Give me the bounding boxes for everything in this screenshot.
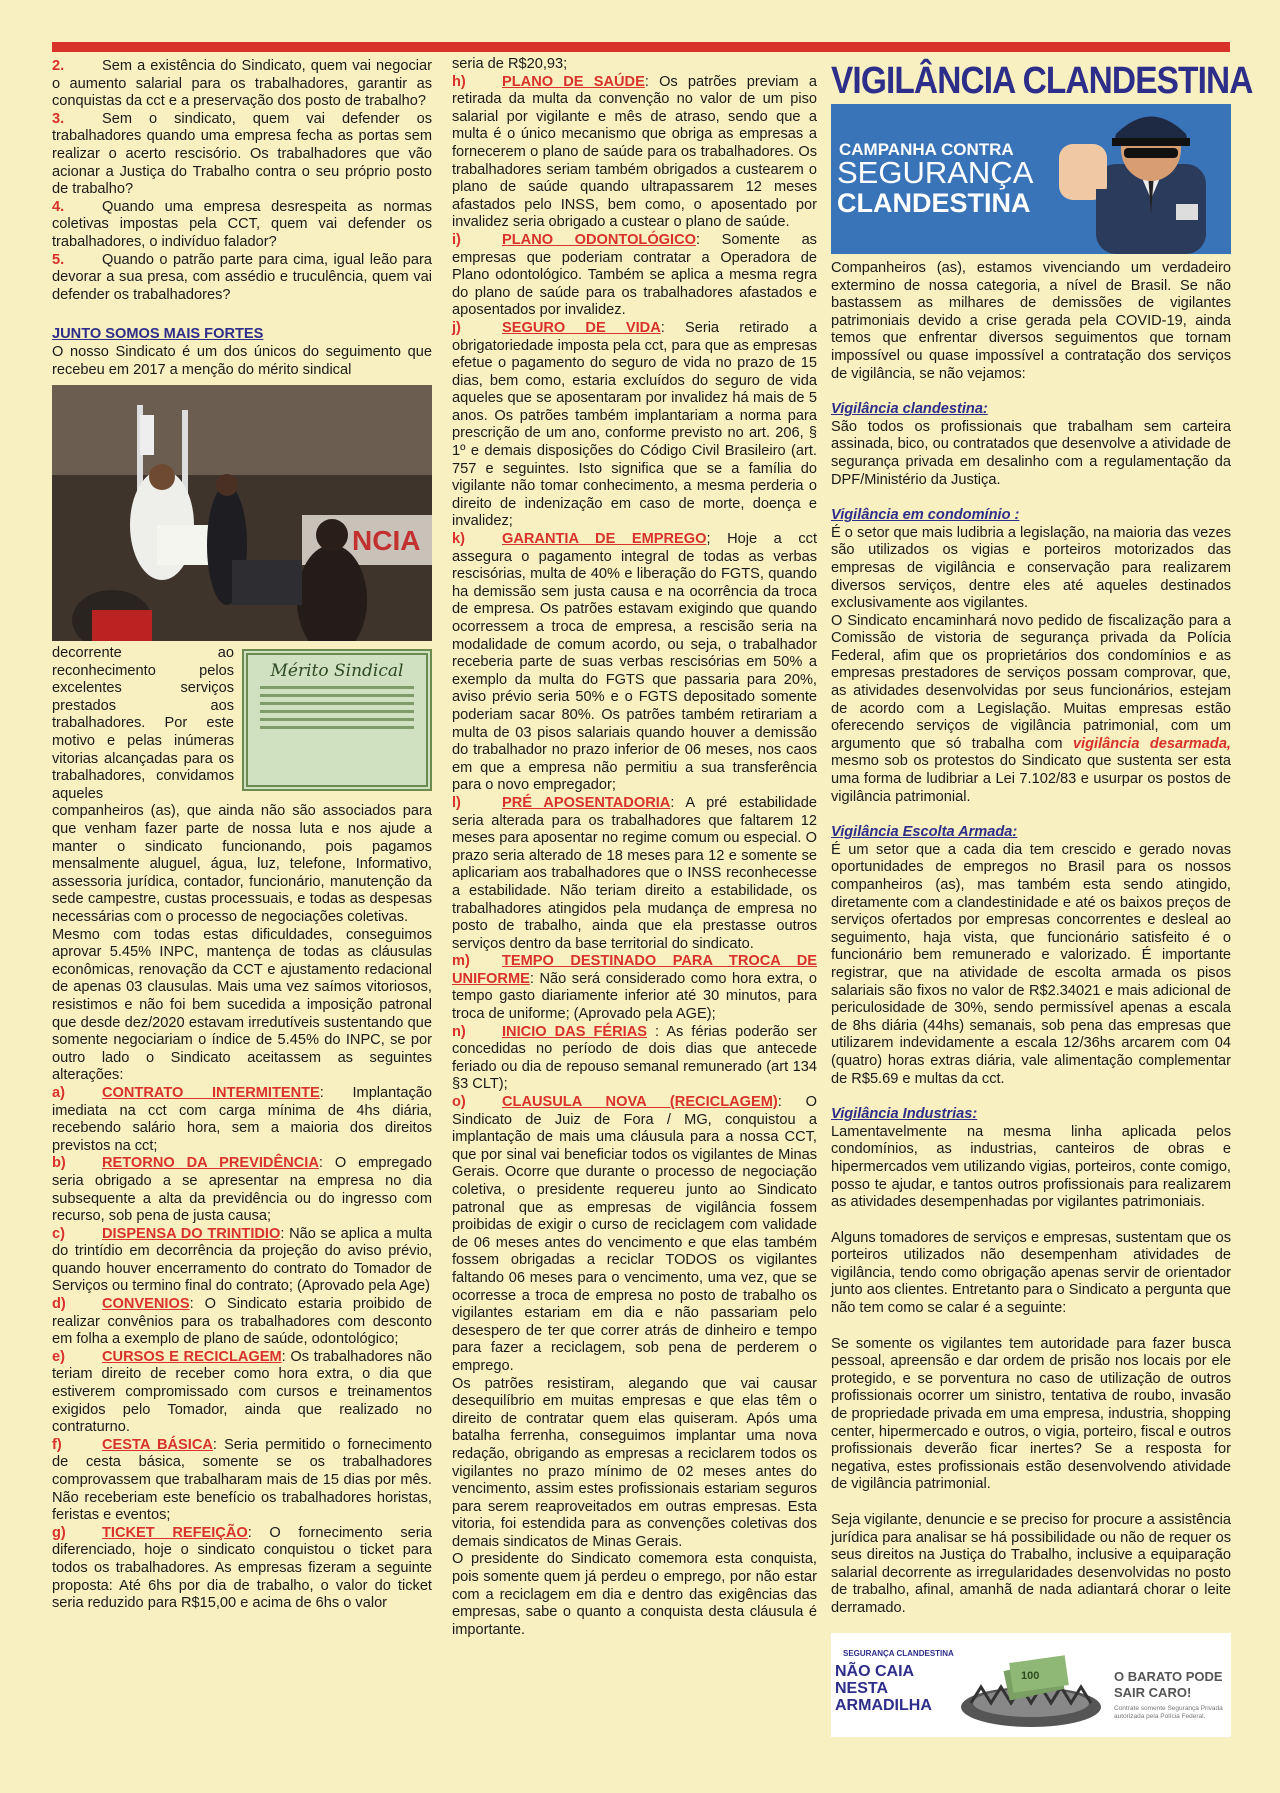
question-2: 2. Sem a existência do Sindicato, quem vai negociar o aumento salarial para os trabalhadores, garantir as conquistas da cct e a preservação dos posto de trabalho? (52, 58, 432, 110)
paragraph-denuncie: Seja vigilante, denuncie e se preciso for procure a assistência jurídica para analisar se há possibilidade ou não de requer os seus direitos na Justiça do Trabalho, inclusive a equiparação salarial decorrente as irregularidades desenvolvidas no posto de trabalho, afinal, amanhã de nada adiantará chorar o leite derramado. (831, 1512, 1231, 1616)
paragraph-fiscalizacao: O Sindicato encaminhará novo pedido de fiscalização para a Comissão de vistoria de segurança privada da Polícia Federal, afim que os proprietários dos condomínios e as empresas prestadores de serviços possam comprovar, que, as atividades desenvolvidas por seus funcionários, estejam de acordo com a Legislação. Muitas empresas estão oferecendo serviços de vigilância patrimonial, com um argumento que só trabalha com vigilância desarmada, mesmo sob os protestos do Sindicato que sustenta ser esta uma forma de ludibriar a Lei 7.102/83 e usurpar os postos de vigilância patrimonial. (831, 612, 1231, 805)
banner-line-3: CLANDESTINA (837, 188, 1031, 218)
banner-line-2: SEGURANÇA (837, 155, 1034, 190)
subtitle-escolta: Vigilância Escolta Armada: (831, 824, 1018, 841)
president-paragraph: O presidente do Sindicato comemora esta conquista, pois somente quem já perdeu o emprego, por não estar com a reciclagem em dia e dentro das exigências das empresas, sabe o quanto a conquista desta cláusula é importante. (452, 1551, 817, 1638)
merit-certificate-image (242, 649, 432, 791)
question-5: 5. Quando o patrão parte para cima, igual leão para devorar a sua presa, com assédio e truculência, quem vai defender os trabalhadores? (52, 251, 432, 303)
resistance-paragraph: Os patrões resistiram, alegando que vai causar desequilíbrio em muitas empresas e que elas têm o direito de contratar quem elas quiseram. Após uma batalha ferrenha, conseguimos implantar uma nova redação, obrigando as empresas a reciclarem todos os vigilantes no prazo mínimo de 02 meses antes do vencimento, assim estes profissionais estariam seguros para serem reaproveitados em outras empresas. Esta vitoria, foi estendida para as convenções coletivas dos demais sindicatos de Minas Gerais. (452, 1375, 817, 1550)
svg-text:100: 100 (1021, 1670, 1040, 1682)
clandestine-security-ad (831, 1633, 1231, 1737)
intro-paragraph: O nosso Sindicato é um dos únicos do seguimento que recebeu em 2017 a menção do mérito sindical (52, 343, 432, 378)
section-title: JUNTO SOMOS MAIS FORTES (52, 326, 264, 343)
question-3: 3. Sem o sindicato, quem vai defender os trabalhadores quando uma empresa fecha as portas sem realizar o acerto rescisório. Os trabalhadores que vão acionar a Justiça do Trabalho contra o seu próprio posto de trabalho? (52, 110, 432, 198)
top-red-bar (52, 42, 1230, 52)
clause-item: k) GARANTIA DE EMPREGO; Hoje a cct assegura o pagamento integral de todas as verbas rescisórias, multa de 40% e liberação do FGTS, quando ha demissão sem justa causa e na ocorrência da troca de empresa. Os patrões estavam exigindo que quando ocorressem a troca de empresa, a rescisão seria na modalidade de comum acordo, ou seja, o trabalhador receberia parte de suas verbas rescisórias em 50% a exemplo da multa do FGTS que passaria para 20%, aviso prévio seria 50% e o FGTS depositado somente poderiam sacar 80%. Os patrões também retirariam a multa de 03 pisos salariais quando houver a demissão do trabalhador no prazo inferior de 06 meses, nos caos em que a empresa não permitiu a sua transferência para o novo empregador; (452, 531, 818, 794)
clause-item: h) PLANO DE SAÚDE: Os patrões previam a retirada da multa da convenção no valor de um piso salarial por vigilante e mês de atraso, sendo que a multa é o único mecanismo que obriga as empresas a fornecerem o plano de saúde para os trabalhadores. Os trabalhadores seriam também obrigados a custearem o plano de saúde quando ultrapassarem 12 meses afastados pelo INSS, bem como, o aposentado por invalidez seria obrigado a custear o plano de saúde. (452, 73, 817, 231)
clause-item: i) PLANO ODONTOLÓGICO: Somente as empresas que poderiam contratar a Operadora de Plano odontológico. Também se aplica a mesma regra do plano de saúde para os trabalhadores afastados e aposentados por invalidez. (452, 231, 817, 319)
svg-text:NCIA: NCIA (352, 525, 421, 557)
results-paragraph: Mesmo com todas estas dificuldades, conseguimos aprovar 5.45% INPC, mantença de todas as cláusulas econômicas, renovação da CCT e ajustamento redacional de apenas 03 clausulas. Mais uma vez saímos vitoriosos, resistimos e não foi bem sucedida a imposição patronal que desde dez/2020 estavam irredutíveis sustentando que somente negociariam o índice de 5.45% do INPC, se por outro lado o Sindicato aceitassem as seguintes alterações: (52, 926, 432, 1084)
clause-item: d) CONVENIOS: O Sindicato estaria proibido de realizar convênios para os trabalhadores com desconto em folha a exemplo de plano de saúde, odontológico; (52, 1296, 432, 1348)
clause-item: b) RETORNO DA PREVIDÊNCIA: O empregado seria obrigado a se apresentar na empresa no dia subsequente a alta da previdência ou do ingresso com recurso, sob pena de justa causa; (52, 1155, 432, 1225)
ad-headline: NÃO CAIA NESTA ARMADILHA (835, 1663, 932, 1714)
paragraph-escolta: É um setor que a cada dia tem crescido e gerado novas oportunidades de empregos no Brasil para os nossos companheiros (as), mas também esta sendo atingido, diretamente com a clandestinidade e até os baixos preços de serviços ofertados por empresas concorrentes e desleal ao seguimento, haja vista, que funcionário satisfeito é o funcionário bem remunerado e valorizado. É importante registrar, que na atividade de escolta armada os pisos salariais são fixos no valor de R$2.34021 e mais adicional de periculosidade de 30%, sendo permissível apenas a escala de 8hs diária (44hs) semanais, sob pena das empresas que utilizarem indevidamente a escala 12/36hs arcarem com 04 (quatro) horas extras diária, vale alimentação complementar de R$5.69 e multas da cct. (831, 841, 1231, 1087)
award-photo (52, 385, 432, 641)
intro-paragraph-right: Companheiros (as), estamos vivenciando um verdadeiro extermino de nossa categoria, a nível de Brasil. Se não bastassem as milhares de demissões de vigilantes patrimoniais devido a crise gerada pela COVID-19, ainda temos que enfrentar diversos seguimentos que tornam impossível ou quase impossível a contratação dos serviços de vigilância, se não vejamos: (831, 260, 1231, 382)
paragraph-industrias: Lamentavelmente na mesma linha aplicada pelos condomínios, as industrias, canteiros de obras e hipermercados vem utilizando vigias, porteiros, conte comigo, posso te ajudar, e tantos outros profissionais para realizarem as atividades desempenhadas por vigilantes patrimoniais. (831, 1123, 1231, 1211)
column-right (831, 260, 1231, 1618)
security-guard-illustration (1056, 104, 1231, 254)
ad-fineprint: Contrate somente Segurança Privada autorizada pela Polícia Federal. (1114, 1705, 1223, 1720)
campaign-title: VIGILÂNCIA CLANDESTINA (831, 60, 1253, 102)
certificate-title: Mérito Sindical (270, 661, 404, 682)
column-middle (452, 56, 817, 1639)
ad-tagline: SEGURANÇA CLANDESTINA (843, 1649, 954, 1658)
clause-item: g) TICKET REFEIÇÃO: O fornecimento seria diferenciado, hoje o sindicato conquistou o ticket para todos os trabalhadores. As empresas fizeram a seguinte proposta: Até 6hs por dia de trabalho, o valor do ticket seria reduzido para R$15,00 e acima de 6hs o valor (52, 1524, 432, 1612)
clause-item: c) DISPENSA DO TRINTIDIO: Não se aplica a multa do trintídio em decorrência da projeção do aviso prévio, quando houver encerramento do contrato do Tomador de Serviços ou termino final do contrato; (Aprovado pela Age) (52, 1225, 432, 1295)
clause-item: n) INICIO DAS FÉRIAS : As férias poderão ser concedidas no período de dois dias que antecede feriado ou dia de repouso semanal remunerado (art 134 §3 CLT); (452, 1023, 817, 1093)
subtitle-condominio: Vigilância em condomínio : (831, 507, 1020, 524)
column-left (52, 58, 432, 1613)
paragraph-clandestina: São todos os profissionais que trabalham sem carteira assinada, bico, ou contratados que desenvolve a atividade de segurança privada em desalinho com a regulamentação da DPF/Ministério da Justiça. (831, 418, 1231, 488)
certificate-wrap-text: decorrente ao reconhecimento pelos excelentes serviços prestados aos trabalhadores. Por este motivo e pelas inúmeras vitorias alcançadas para os trabalhadores, convidamos aqueles (52, 645, 234, 802)
banner-line-1: CAMPANHA CONTRA (839, 140, 1014, 159)
paragraph-pergunta: Se somente os vigilantes tem autoridade para fazer busca pessoal, apreensão e dar ordem de prisão nos locais por ele protegido, e se porventura no caso de utilização de outros profissionais ocorrer um sinistro, tentativa de roubo, invasão de propriedade privada em uma empresa, industria, shopping center, hipermercado e outros, o vigia, porteiro, fiscal e outros profissionais deverão ficar inertes? Se a resposta for negativa, estes profissionais estão desenvolvendo atividade de vigilância patrimonial. (831, 1335, 1231, 1493)
clause-item: l) PRÉ APOSENTADORIA: A pré estabilidade seria alterada para os trabalhadores que faltarem 12 meses para aposentar no regime comum ou especial. O prazo seria alterado de 18 meses para 12 e somente se aplicariam aos trabalhadores que o INSS reconhecesse a estabilidade. Não teriam direito a estabilidade, os trabalhadores atingidos pela mudança de empresa no posto de trabalho, ainda que ela prestasse outros serviços dentro da base territorial do sindicato. (452, 794, 817, 952)
subtitle-industrias: Vigilância Industrias: (831, 1106, 978, 1123)
clause-item: e) CURSOS E RECICLAGEM: Os trabalhadores não teriam direito de receber como hora extra, o dia que estiverem compromissado com cursos e treinamentos exigidos pelo Tomador, ainda que realizado no contraturno. (52, 1348, 432, 1436)
money-trap-icon (951, 1637, 1111, 1733)
clause-item: f) CESTA BÁSICA: Seria permitido o fornecimento de cesta básica, somente se os trabalhadores comprovassem que trabalharam mais de 15 dias por mês. Não receberiam este benefício os trabalhadores horistas, feristas e eventos; (52, 1436, 432, 1524)
members-paragraph: companheiros (as), que ainda não são associados para que venham fazer parte de nossa luta e nos ajude a manter o sindicato funcionando, pois pagamos mensalmente aluguel, água, luz, telefone, Informativo, assessoria jurídica, contador, funcionário, manutenção da sede campestre, custas processuais, e todas as despesas necessárias com o processo de negociações coletivas. (52, 803, 432, 925)
clause-item: j) SEGURO DE VIDA: Seria retirado a obrigatoriedade imposta pela cct, para que as empresas efetue o pagamento do seguro de vida no prazo de 15 dias, bem como, estaria excluídos do seguro de vida aqueles que se aposentaram por invalidez há mais de 5 anos. Os patrões também implantariam a norma para prescrição de um ano, conforme previsto no art. 206, § 1º e demais disposições do Código Civil Brasileiro (art. 757 e seguintes. Isto significa que se a família do vigilante não tomar conhecimento, a mesma perderia o direito de indenização em caso de morte, doença e invalidez; (452, 319, 818, 530)
clause-list-left (52, 1085, 432, 1613)
clause-item: a) CONTRATO INTERMITENTE: Implantação imediata na cct com carga mínima de 4hs diária, recebendo salário hora, sem a maioria dos direitos previstos na cct; (52, 1084, 432, 1154)
ad-warning: O BARATO PODE SAIR CARO! (1114, 1669, 1223, 1700)
paragraph-condominio: É o setor que mais ludibria a legislação, na maioria das vezes são utilizados os vigias e porteiros motorizados das empresas de vigilância e conservação para realizarem diversos serviços, dentre eles até aqueles destinados exclusivamente aos vigilantes. (831, 524, 1231, 612)
clause-item: o) CLAUSULA NOVA (RECICLAGEM): O Sindicato de Juiz de Fora / MG, conquistou a implantação de mais uma cláusula para a nossa CCT, que por sinal vai beneficiar todos os vigilantes de Minas Gerais. Ocorre que durante o processo de negociação coletiva, o presidente requereu junto ao Sindicato patronal que as empresas de vigilância fossem proibidas de exigir o curso de reciclagem com validade de 06 meses antes do vencimento e que elas também fossem obrigadas a reciclar TODOS os vigilantes faltando 06 meses para o vencimento, uma vez, que se ocorresse a troca de empresa no posto de trabalho os vigilantes estariam em dia e não passariam pelo desespero de ter que correr atrás de dinheiro e tempo para fazer a reciclagem, sob pena de perderem o emprego. (452, 1094, 817, 1374)
paragraph-alguns: Alguns tomadores de serviços e empresas, sustentam que os porteiros utilizados não desempenham atividades de vigilância, tendo como obrigação apenas servir de orientador junto aos clientes. Entretanto para o Sindicato a pergunta que não tem como se calar é a seguinte: (831, 1229, 1231, 1317)
question-4: 4. Quando uma empresa desrespeita as normas coletivas impostas pela CCT, quem vai defender os trabalhadores, o indivíduo falador? (52, 198, 432, 250)
clause-item: m) TEMPO DESTINADO PARA TROCA DE UNIFORME: Não será considerado como hora extra, o tempo gasto diariamente inferior até 30 minutos, para troca de uniforme; (Aprovado pela AGE); (452, 953, 817, 1023)
campaign-banner (831, 104, 1231, 254)
subtitle-clandestina: Vigilância clandestina: (831, 401, 988, 418)
continuation-text: seria de R$20,93; (452, 56, 568, 72)
